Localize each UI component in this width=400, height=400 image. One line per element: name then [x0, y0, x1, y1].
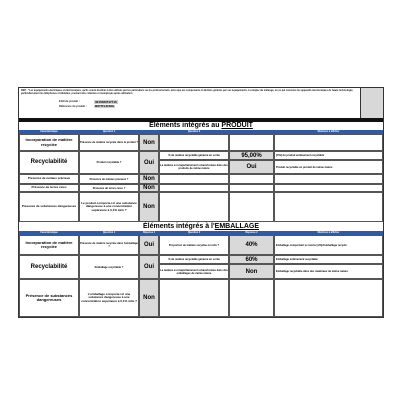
produit-substances-a2-cell	[229, 192, 274, 222]
emballage-colhead-5: Réponse 2	[229, 231, 274, 235]
emballage-substances-mention-cell	[274, 279, 383, 317]
emballage-recyclabilite-q2a: % de matière recyclable générée en sortie	[168, 258, 220, 261]
produit-section-title	[19, 122, 383, 130]
emballage-recyclabilite-q1: Emballage recyclable ?	[94, 265, 124, 269]
produit-recyclabilite-a2a: 95,00%	[241, 152, 262, 159]
ean-value: 3615083747716	[95, 99, 117, 104]
emballage-section-title	[19, 223, 383, 231]
emballage-recyclabilite-a2a: 60%	[245, 256, 258, 263]
ref-label: Référence du produit :	[59, 105, 87, 108]
produit-colhead-1: Caractéristique	[19, 130, 79, 134]
produit-incorporation-q2-cell	[159, 134, 229, 151]
emballage-substances-a1: Non	[143, 295, 155, 301]
produit-recyclabilite-label: Recyclabilité	[30, 159, 68, 166]
emballage-incorporation-q2: Proportion de matière recyclée en m/m ?	[168, 243, 220, 247]
produit-terres-q1: Présence de terres rares ?	[92, 186, 126, 190]
emballage-colhead-3: Réponse 1	[139, 231, 159, 235]
produit-metaux-a1: Non	[143, 176, 155, 182]
emballage-recyclabilite-q2b: La matière est majoritairement retransformée dans des emballages de même nature	[160, 268, 228, 275]
emballage-colhead-1: Caractéristique	[19, 231, 79, 235]
emballage-incorporation-q1: Présence de matière recyclée dans l'emballage ?	[80, 242, 138, 248]
emballage-substances-label: Présence de substances dangereuses	[25, 292, 73, 302]
ref-value: MOTTFLXFNAV	[95, 104, 115, 108]
produit-terres-label: Présence de terres rares	[31, 185, 67, 190]
emballage-title-word: EMBALLAGE	[214, 223, 260, 230]
emballage-recyclabilite-mention-a: Emballage entièrement recyclable	[276, 258, 318, 261]
produit-colhead-2: Question 1	[79, 130, 139, 134]
produit-incorporation-q1: Présence de matière recyclée dans le produit ?	[80, 141, 138, 144]
emballage-incorporation-a1: Oui	[144, 242, 154, 248]
logo-placeholder	[360, 88, 383, 119]
produit-title-word: PRODUIT	[221, 122, 253, 129]
produit-incorporation-label: Incorporation de matière recyclée	[25, 137, 73, 147]
produit-terres-mention-cell	[274, 184, 383, 192]
emballage-recyclabilite-mention-b: Emballage recyclable dans des matériaux de même nature	[276, 270, 348, 273]
produit-recyclabilite-q2a: % de matière recyclable générée en sortie	[168, 154, 220, 157]
produit-metaux-q2-cell	[159, 174, 229, 184]
emballage-recyclabilite-a1: Oui	[144, 264, 154, 270]
produit-metaux-mention-cell	[274, 174, 383, 184]
produit-substances-q2-cell	[159, 192, 229, 222]
emballage-colhead-4: Question 2	[159, 231, 229, 235]
produit-recyclabilite-mention-a: [X%] du produit entièrement recyclable	[276, 154, 325, 157]
produit-incorporation-a1: Non	[143, 139, 155, 146]
header-description: DEP : "Les équipements électriques et électroniques, qu'ils soient destinés à être utilisés par les particuliers ou les professionnels, ainsi que les composants et déchets générés par ces équipements, à compter du mélange, en ce qui concerne les appareils électroniques de haute technologie, particulièrement les téléphones et tablettes, pouvant être collectés et réemployés après utilisation	[21, 89, 354, 95]
emballage-incorporation-mention: Emballage comportant xx moins [x%]d'emballage recyclé	[276, 243, 347, 247]
produit-substances-a1: Non	[143, 204, 155, 210]
emballage-substances-q1: L'emballage comporte-t-il une substance dangereuse à une concentration supérieure à 0,1% m/m ?	[81, 291, 137, 303]
produit-metaux-a2-cell	[229, 174, 274, 184]
emballage-incorporation-label: Incorporation de matière recyclée	[25, 239, 73, 249]
emballage-colhead-6: Mentions à afficher	[274, 231, 383, 235]
produit-recyclabilite-mention-b: Produit recyclable en produit de même nature	[276, 165, 333, 169]
produit-colhead-6: Mentions à afficher	[274, 130, 383, 134]
emballage-recyclabilite-a2b: Non	[245, 268, 258, 275]
produit-terres-a2-cell	[229, 184, 274, 192]
sheet-header	[19, 88, 383, 120]
produit-metaux-label: Présence de métaux précieux	[27, 176, 71, 181]
produit-substances-q1: Le produit comporte-t-il une substance dangereuse à une concentration supérieure à 0,1% m/m ?	[81, 200, 137, 212]
produit-recyclabilite-a2b: Oui	[246, 164, 257, 170]
produit-incorporation-a2-cell	[229, 134, 274, 151]
produit-substances-label: Présence de substances dangereuses	[21, 204, 77, 209]
produit-terres-q2-cell	[159, 184, 229, 192]
produit-terres-a1: Non	[143, 185, 155, 191]
emballage-colhead-2: Question 1	[79, 231, 139, 235]
produit-recyclabilite-q2b: La matière est majoritairement retransformée dans des produits de même nature	[160, 164, 228, 170]
emballage-substances-a2-cell	[229, 279, 274, 317]
ean-label: EAN du produit :	[59, 100, 80, 103]
emballage-recyclabilite-label: Recyclabilité	[30, 263, 68, 270]
produit-recyclabilite-q1: Produit recyclable ?	[96, 161, 122, 164]
emballage-substances-q2-cell	[159, 279, 229, 317]
emballage-title-prefix: Éléments intégrés à l'	[142, 223, 215, 230]
produit-incorporation-mention-cell	[274, 134, 383, 151]
product-info-sheet	[18, 87, 384, 318]
produit-title-prefix: Éléments intégrés au	[149, 122, 222, 129]
produit-metaux-q1: Présence de métaux précieux ?	[89, 177, 129, 181]
produit-substances-mention-cell	[274, 192, 383, 222]
produit-recyclabilite-a1: Oui	[144, 159, 154, 166]
emballage-incorporation-a2: 40%	[245, 242, 258, 248]
produit-colhead-4: Question 2	[159, 130, 229, 134]
